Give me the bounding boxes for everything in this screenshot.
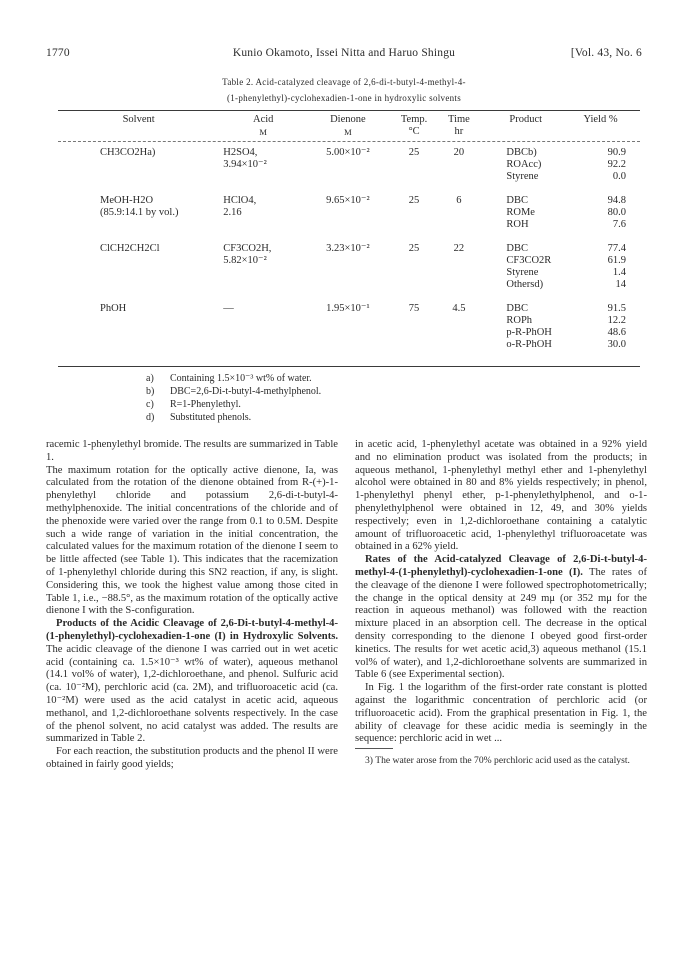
cell-product: DBC	[506, 303, 528, 314]
cell-acid	[221, 171, 305, 183]
spacer-cell	[58, 183, 640, 195]
cell-solvent: PhOH	[100, 303, 127, 314]
footnote	[146, 372, 321, 385]
cell-temp	[391, 279, 438, 291]
cell-time	[438, 171, 481, 183]
cell-time	[438, 159, 481, 171]
footnote	[146, 411, 321, 424]
cell-dienone	[305, 171, 390, 183]
cell-yield: 90.9	[607, 147, 626, 158]
section-heading: Rates of the Acid-catalyzed Cleavage of 2,6-Di-t-butyl-4-methyl-4-(1-phenylethyl)-cyclohexadien-1-one (I).	[355, 554, 647, 578]
cell-yield: 14	[615, 279, 626, 290]
table-row	[58, 243, 640, 255]
cell-acid	[221, 219, 305, 231]
cell-solvent	[58, 315, 221, 327]
cell-acid: 3.94×10⁻²	[223, 159, 267, 170]
cell-solvent	[58, 267, 221, 279]
cell-acid	[221, 267, 305, 279]
cell-solvent	[58, 279, 221, 291]
footnote-text: Containing 1.5×10⁻³ wt% of water.	[170, 373, 312, 384]
cell-yield: 7.6	[612, 219, 626, 230]
footnote-text: R=1-Phenylethyl.	[170, 399, 241, 410]
cell-solvent	[58, 171, 221, 183]
cell-dienone	[305, 315, 390, 327]
page-number: 1770	[46, 47, 70, 59]
cell-time	[438, 207, 481, 219]
cell-acid	[221, 327, 305, 339]
header-yield: Yield %	[583, 114, 618, 125]
cell-time	[438, 327, 481, 339]
cell-acid	[221, 339, 305, 351]
cell-dienone	[305, 255, 390, 267]
running-head-authors: Kunio Okamoto, Issei Nitta and Haruo Shingu	[232, 47, 456, 59]
cell-temp: 25	[408, 243, 420, 254]
footnote-mark: d)	[146, 412, 155, 423]
cell-dienone	[305, 207, 390, 219]
table-row	[58, 279, 640, 291]
cell-time: 20	[453, 147, 465, 158]
table-row	[58, 315, 640, 327]
table-row	[58, 195, 640, 207]
cell-solvent: MeOH-H2O	[100, 195, 154, 206]
cell-product: Othersd)	[506, 279, 544, 290]
footnote-mark: a)	[146, 373, 154, 384]
cell-product: DBC	[506, 243, 528, 254]
cell-product: ROPh	[506, 315, 533, 326]
cell-temp	[391, 327, 438, 339]
table-body	[58, 144, 640, 351]
cell-temp	[391, 171, 438, 183]
header-product: Product	[509, 114, 543, 125]
cell-time: 6	[456, 195, 462, 206]
cell-product: ROMe	[506, 207, 535, 218]
cell-solvent	[58, 159, 221, 171]
cell-product: DBC	[506, 195, 528, 206]
left-column	[46, 439, 338, 772]
cell-time: 22	[453, 243, 465, 254]
header-solvent: Solvent	[122, 114, 155, 125]
table-row	[58, 207, 640, 219]
cell-dienone	[305, 327, 390, 339]
cell-product: ROAcc)	[506, 159, 542, 170]
footnote-rule	[355, 748, 393, 749]
cell-solvent	[58, 219, 221, 231]
footnote	[146, 398, 321, 411]
table-row	[58, 339, 640, 351]
right-column	[355, 439, 647, 767]
cell-dienone	[305, 279, 390, 291]
cell-temp	[391, 339, 438, 351]
cell-time	[438, 219, 481, 231]
header-time: Time hr	[448, 114, 470, 137]
cell-temp	[391, 267, 438, 279]
paragraph: racemic 1-phenylethyl bromide. The results are summarized in Table 1.	[46, 439, 338, 463]
paragraph: The maximum rotation for the optically active dienone, Ia, was calculated from the rotation of the dienone obtained from R-(+)-1-phenylethyl chloride and potassium 2,6-di-t-butyl-4-methylphenoxide. The initial concentrations of the chloride and of the phenoxide were varied over the range from 0.1 to 0.5M. Despite such a wide range of variation in the initial concentration, the calculated values for the maximum rotation of the dienone I seem to be little affected (see Table 1). This indicates that the racemization of 1-phenylethyl chloride during this SN2 reaction, if any, is slight. Considering this, we took the highest value among those cited in Table 1, i.e., −88.5°, as the maximum rotation of the optically active dienone I with the S-configuration.	[46, 464, 338, 617]
cell-yield: 77.4	[607, 243, 626, 254]
cell-dienone: 1.95×10⁻¹	[326, 303, 370, 314]
cell-temp: 75	[408, 303, 420, 314]
cell-solvent: CH3CO2Ha)	[100, 147, 156, 158]
cell-acid: 5.82×10⁻²	[223, 255, 267, 266]
table-row	[58, 219, 640, 231]
cell-product: Styrene	[506, 171, 539, 182]
cell-time	[438, 255, 481, 267]
cell-dienone	[305, 267, 390, 279]
footnote-mark: c)	[146, 399, 154, 410]
cell-yield: 94.8	[607, 195, 626, 206]
cell-yield: 80.0	[607, 207, 626, 218]
cell-solvent	[58, 339, 221, 351]
cell-yield: 30.0	[607, 339, 626, 350]
table-footnotes	[146, 372, 321, 424]
header-acid: Acid M	[252, 114, 274, 137]
cell-dienone: 5.00×10⁻²	[326, 147, 370, 158]
cell-acid	[221, 279, 305, 291]
cell-yield: 61.9	[607, 255, 626, 266]
cell-time	[438, 279, 481, 291]
cell-temp	[391, 255, 438, 267]
cell-solvent	[58, 327, 221, 339]
cell-time	[438, 339, 481, 351]
cell-product: Styrene	[506, 267, 539, 278]
cell-yield: 91.5	[607, 303, 626, 314]
table-caption-continued: (1-phenylethyl)-cyclohexadien-1-one in hydroxylic solvents	[226, 93, 462, 103]
table-header-row	[58, 111, 640, 144]
cell-temp: 25	[408, 195, 420, 206]
results-table	[58, 111, 640, 351]
footnote-text: Substituted phenols.	[170, 412, 252, 423]
cell-dienone: 9.65×10⁻²	[326, 195, 370, 206]
table-row	[58, 144, 640, 159]
cell-yield: 92.2	[607, 159, 626, 170]
journal-volume: [Vol. 43, No. 6	[570, 47, 642, 59]
cell-acid: HClO4,	[223, 195, 257, 206]
cell-product: DBCb)	[506, 147, 537, 158]
paragraph: in acetic acid, 1-phenylethyl acetate was obtained in a 92% yield and no elimination product was isolated from the products; in aqueous methanol, 1-phenylethyl methyl ether and 1-phenylethyl alcohol were obtained in 80 and 8% yields respectively; in phenol, 1-phenylethyl phenyl ether, p-1-phenylethylphenol, and o-1-phenylethylphenol were obtained in 12, 49, and 30% yields respectively; even in 1,2-dichloroethane containing a catalytic amount of trifluoroacetic acid, 1-phenylethyl trifluoroacetate was obtained in a 62% yield.	[355, 439, 647, 553]
paragraph: For each reaction, the substitution products and the phenol II were obtained in fairly good yields;	[46, 746, 338, 770]
spacer-cell	[58, 231, 640, 243]
cell-acid: CF3CO2H,	[223, 243, 272, 254]
section-heading: Products of the Acidic Cleavage of 2,6-Di-t-butyl-4-methyl-4-(1-phenylethyl)-cyclohexadien-1-one (I) in Hydroxylic Solvents.	[46, 618, 338, 642]
page-footnote: 3) The water arose from the 70% perchloric acid used as the catalyst.	[365, 755, 630, 767]
cell-temp	[391, 207, 438, 219]
cell-yield: 0.0	[612, 171, 626, 182]
paragraph-with-heading	[355, 554, 647, 682]
cell-time	[438, 315, 481, 327]
cell-yield: 48.6	[607, 327, 626, 338]
cell-product: o-R-PhOH	[506, 339, 552, 350]
cell-product: CF3CO2R	[506, 255, 552, 266]
cell-dienone	[305, 219, 390, 231]
cell-acid	[221, 315, 305, 327]
cell-temp	[391, 159, 438, 171]
cell-acid: —	[223, 303, 234, 314]
table-row	[58, 171, 640, 183]
table-row	[58, 255, 640, 267]
header-dienone: Dienone M	[330, 114, 366, 137]
cell-product: p-R-PhOH	[506, 327, 552, 338]
table-caption: Table 2. Acid-catalyzed cleavage of 2,6-di-t-butyl-4-methyl-4-	[222, 77, 466, 87]
table-row	[58, 159, 640, 171]
cell-time: 4.5	[452, 303, 466, 314]
table-row	[58, 303, 640, 315]
cell-acid: H2SO4,	[223, 147, 258, 158]
spacer-cell	[58, 291, 640, 303]
footnote-mark: b)	[146, 386, 155, 397]
cell-product: ROH	[506, 219, 529, 230]
cell-solvent: ClCH2CH2Cl	[100, 243, 160, 254]
table-row	[58, 267, 640, 279]
cell-dienone	[305, 339, 390, 351]
paragraph-text: The rates of the cleavage of the dienone I were followed spectrophotometrically; the change in the optical density at 249 mμ (or 352 mμ for the reaction in aqueous methanol) was followed with the reaction mixture placed in an absorption cell. The decrease in the optical density corresponding to the dienone I obeyed good first-order kinetics. The results for wet acetic acid,3) aqueous methanol (15.1 vol% of water), and 1,2-dichloroethane solvents are summarized in Table 6 (see Experimental section).	[355, 566, 647, 681]
cell-temp: 25	[408, 147, 420, 158]
header-temp: Temp. °C	[400, 114, 428, 137]
cell-dienone	[305, 159, 390, 171]
cell-temp	[391, 219, 438, 231]
table-bottom-rule	[58, 366, 640, 367]
cell-yield: 1.4	[612, 267, 626, 278]
table-spacer-row	[58, 183, 640, 195]
cell-temp	[391, 315, 438, 327]
footnote-text: DBC=2,6-Di-t-butyl-4-methylphenol.	[170, 386, 322, 397]
footnote	[146, 385, 321, 398]
cell-solvent: (85.9:14.1 by vol.)	[100, 207, 179, 218]
cell-acid: 2.16	[223, 207, 242, 218]
table-spacer-row	[58, 231, 640, 243]
paragraph-text: The acidic cleavage of the dienone I was carried out in wet acetic acid (containing ca. 1.5×10⁻³ wt% of water), aqueous methanol (14.1 vol% of water), 1,2-dichloroethane, and phenol. Sulfuric acid (ca. 10⁻²M), perchloric acid (ca. 2M), and trifluoroacetic acid (ca. 10⁻²M) were used as the acid catalyst in acetic acid, aqueous methanol, and 1,2-dichloroethane solvents respectively. In the case of the phenol solvent, no acid catalyst was added. The results are summarized in Table 2.	[46, 643, 338, 745]
cell-time	[438, 267, 481, 279]
paragraph-with-heading	[46, 618, 338, 746]
paragraph: In Fig. 1 the logarithm of the first-order rate constant is plotted against the logarithmic concentration of perchloric acid (or trifluoroacetic acid). From the graphical presentation in Fig. 1, the ability of cleavage for these acidic media is seemingly in the sequence: perchloric acid in wet ...	[355, 682, 647, 745]
table-spacer-row	[58, 291, 640, 303]
cell-yield: 12.2	[607, 315, 626, 326]
cell-solvent	[58, 255, 221, 267]
cell-dienone: 3.23×10⁻²	[326, 243, 370, 254]
table-row	[58, 327, 640, 339]
